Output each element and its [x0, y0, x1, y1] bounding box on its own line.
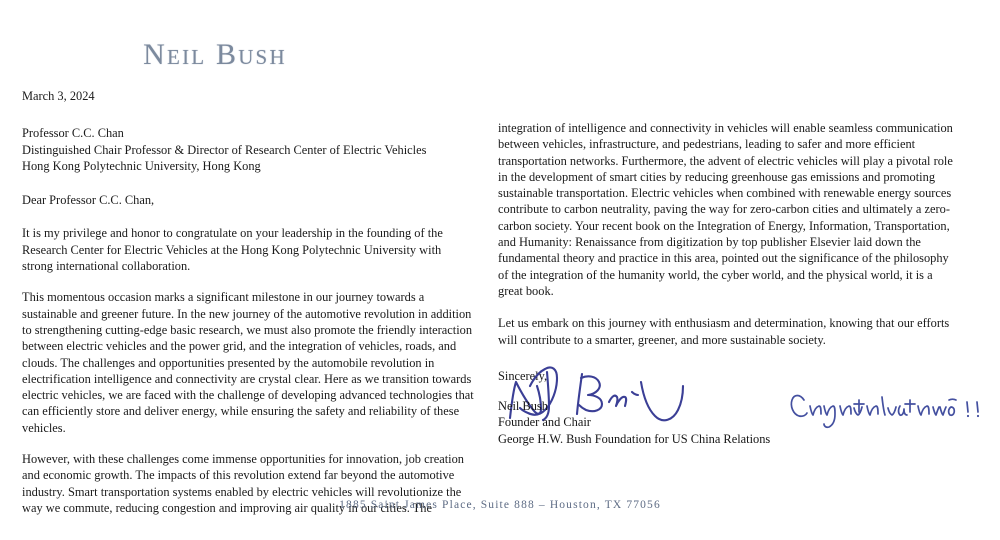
signer-organization: George H.W. Bush Foundation for US China Relations — [498, 431, 771, 446]
salutation: Dear Professor C.C. Chan, — [22, 193, 155, 208]
recipient-address-block — [22, 125, 474, 174]
body-paragraph-3-continued-in-right-column: However, with these challenges come immense opportunities for innovation, job creation and economic growth. The impacts of this revolution extend far beyond the automotive industry. Smart transportation systems enabled by electric vehicles will revolutionize the way we commute, reducing congestion and improving air quality in our cities. The — [22, 452, 465, 515]
body-paragraph-4: Let us embark on this journey with enthusiasm and determination, knowing that our efforts will contribute to a smarter, greener, and more sustainable society. — [498, 316, 950, 347]
body-paragraph-2: This momentous occasion marks a significant milestone in our journey towards a sustainable and greener future. In the new journey of the automotive revolution in addition to strengthening cutting-edge basic research, we must also promote the friendly interaction between electric vehicles and the power grid, and the integration of vehicles, roads, and clouds. The challenges and opportunities presented by the automobile revolution in electrification intelligence and connectivity are crystal clear. Here as we transition towards electric vehicles, we are faced with the challenge of developing advanced technologies that can efficiently store and deliver energy, while ensuring the safety and reliability of these vehicles. — [22, 290, 474, 435]
recipient-title: Distinguished Chair Professor & Director of Research Center of Electric Vehicles — [22, 142, 427, 157]
letterhead-name: Neil Bush — [143, 38, 287, 71]
body-paragraph-1: It is my privilege and honor to congratulate on your leadership in the founding of the Research Center for Electric Vehicles at the Hong Kong Polytechnic University with strong international collaboration. — [22, 226, 443, 274]
letter-date: March 3, 2024 — [22, 89, 95, 103]
footer-address: 1885 Saint James Place, Suite 888 – Houston, TX 77056 — [339, 499, 661, 511]
letter-left-column — [22, 88, 474, 531]
valediction: Sincerely, — [498, 368, 548, 383]
body-paragraph-3-continuation: integration of intelligence and connectivity in vehicles will enable seamless communication between vehicles, infrastructure, and pedestrians, leading to safer and more efficient transportation networks. Furthermore, the advent of electric vehicles will play a pivotal role in the development of smart cities by reducing greenhouse gas emissions and promoting sustainable transportation. Electric vehicles when combined with renewable energy sources contribute to carbon neutrality, paving the way for zero-carbon cities and ultimately a zero-carbon society. Your recent book on the Integration of Energy, Information, Transportation, and Humanity: Renaissance from digitization by top publisher Elsevier laid down the fundamental theory and practice in this area, pointed out the significance of the philosophy of the integration of the humanity world, the cyber world, and the physical world, it is a great book. — [498, 121, 953, 298]
congratulations-handwriting — [788, 378, 998, 434]
recipient-institution: Hong Kong Polytechnic University, Hong Kong — [22, 158, 261, 173]
recipient-name: Professor C.C. Chan — [22, 126, 124, 141]
signer-identity-block — [498, 398, 770, 447]
handwritten-annotation — [788, 378, 998, 434]
signer-title: Founder and Chair — [498, 415, 591, 430]
signer-name: Neil Bush — [498, 399, 548, 413]
